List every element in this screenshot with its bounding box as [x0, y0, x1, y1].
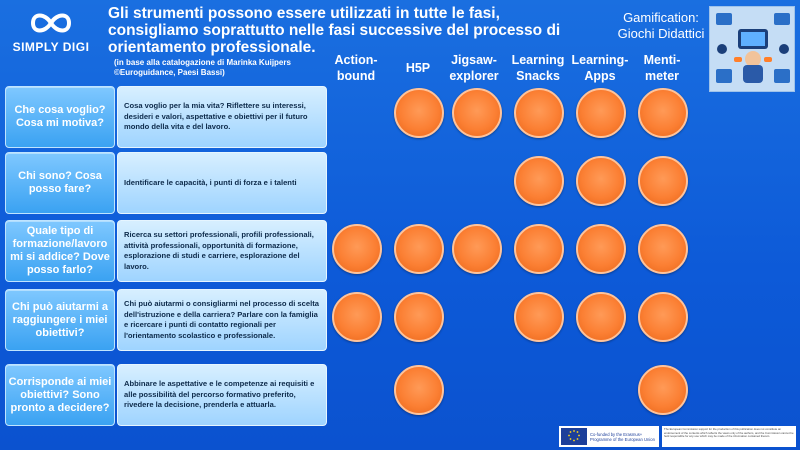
- brand-logo: [12, 8, 90, 62]
- row-question-4: Chi può aiutarmi a raggiungere i miei obiettivi?: [5, 289, 115, 351]
- tool-marker-row3-col5: [576, 224, 626, 274]
- tool-marker-row1-col5: [576, 88, 626, 138]
- tool-marker-row5-col2: [394, 365, 444, 415]
- tool-marker-row2-col5: [576, 156, 626, 206]
- tool-marker-row2-col6: [638, 156, 688, 206]
- column-header-h5p: H5P: [405, 61, 431, 75]
- page-subtitle: (in base alla catalogazione di Marinka Kuijpers ©Euroguidance, Paesi Bassi): [114, 58, 291, 77]
- tool-marker-row3-col1: [332, 224, 382, 274]
- row-question-2: Chi sono? Cosa posso fare?: [5, 152, 115, 214]
- row-question-3: Quale tipo di formazione/lavoro mi si addice? Dove posso farlo?: [5, 220, 115, 282]
- gaming-illustration-icon: [710, 7, 795, 92]
- tool-marker-row4-col6: [638, 292, 688, 342]
- row-question-5: Corrisponde ai miei obiettivi? Sono pronto a decidere?: [5, 364, 115, 426]
- row-description-3: Ricerca su settori professionali, profili professionali, attività professionali, opportunità di formazione, esplorazione di studi e carriere, esplorazione del lavoro.: [117, 220, 327, 282]
- tool-marker-row4-col5: [576, 292, 626, 342]
- eu-cofunding-badge: [559, 426, 659, 447]
- page-title: Gli strumenti possono essere utilizzati in tutte le fasi, consigliamo soprattutto nelle fasi successive del processo di orientamento professionale.: [108, 5, 561, 56]
- eu-disclaimer: The European Commission support for the production of this publication does not constitute an endorsement of the contents which reflects the views only of the authors, and the Commission cannot be held responsible for any use which may be made of the information contained therein.: [662, 426, 796, 447]
- row-description-5: Abbinare le aspettative e le competenze ai requisiti e alle possibilità del percorso formativo preferito, rivedere la decisione, prenderla e attuarla.: [117, 364, 327, 426]
- row-question-1: Che cosa voglio? Cosa mi motiva?: [5, 86, 115, 148]
- gamification-illustration: [709, 6, 795, 92]
- eu-flag-icon: [561, 428, 587, 445]
- row-description-2: Identificare le capacità, i punti di forza e i talenti: [117, 152, 327, 214]
- row-description-1: Cosa voglio per la mia vita? Riflettere su interessi, desideri e valori, aspettative e obiettivi per il futuro mondo della vita e del lavoro.: [117, 86, 327, 148]
- column-header-actionbound: Action-bound: [334, 53, 378, 83]
- gamification-line1: Gamification:: [623, 10, 699, 25]
- eu-cofunding-text: Co-funded by the Erasmus+ Programme of the European Union: [590, 431, 655, 442]
- gamification-label: [607, 10, 715, 42]
- tool-marker-row1-col4: [514, 88, 564, 138]
- brand-name: SIMPLY DIGI: [12, 40, 90, 54]
- tool-marker-row1-col3: [452, 88, 502, 138]
- column-header-jigsaw-explorer: Jigsaw-explorer: [449, 53, 499, 83]
- tool-marker-row4-col2: [394, 292, 444, 342]
- row-description-4: Chi può aiutarmi o consigliarmi nel processo di scelta dell'istruzione e della carriera? Parlare con la famiglia e ricercare i punti di contatto regionali per l'orientamento scolastico e professionale.: [117, 289, 327, 351]
- tool-marker-row4-col1: [332, 292, 382, 342]
- column-header-learning-snacks: Learning Snacks: [511, 53, 565, 83]
- infinity-logo-icon: [27, 8, 75, 38]
- tool-marker-row1-col2: [394, 88, 444, 138]
- column-header-learning-apps: Learning-Apps: [571, 53, 629, 83]
- tool-marker-row3-col4: [514, 224, 564, 274]
- tool-marker-row5-col6: [638, 365, 688, 415]
- tool-marker-row3-col2: [394, 224, 444, 274]
- tool-marker-row3-col6: [638, 224, 688, 274]
- gamification-line2: Giochi Didattici: [617, 26, 705, 41]
- tool-marker-row2-col4: [514, 156, 564, 206]
- tool-marker-row4-col4: [514, 292, 564, 342]
- column-header-mentimeter: Menti-meter: [643, 53, 681, 83]
- tool-marker-row3-col3: [452, 224, 502, 274]
- tool-marker-row1-col6: [638, 88, 688, 138]
